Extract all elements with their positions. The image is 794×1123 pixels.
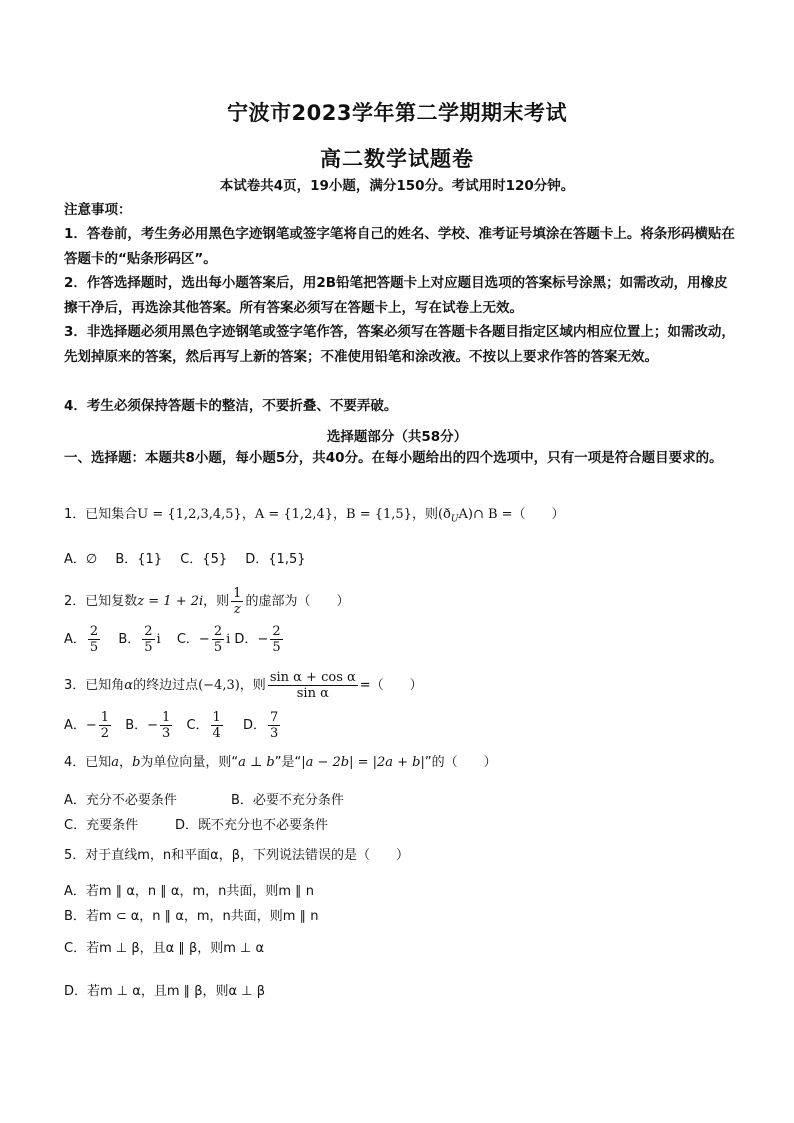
- part1-instructions: 一、选择题：本题共8小题，每小题5分，共40分。在每小题给出的四个选项中，只有一项是符合题目要求的。: [64, 450, 723, 466]
- q3-suffix: =（ ）: [359, 678, 423, 693]
- q1-sep3: ，: [411, 507, 425, 522]
- question-2: [64, 586, 349, 617]
- q1-sub: U: [450, 514, 459, 525]
- q1-sep2: ，: [333, 507, 347, 522]
- q4-options-row2: [64, 814, 328, 833]
- q2-b-num: 2: [144, 624, 153, 639]
- q4-sep: ，: [119, 755, 133, 770]
- q3-c-den: 4: [212, 726, 221, 741]
- q3-b-num: 1: [162, 710, 171, 725]
- q2-option-d-label: D．: [234, 632, 258, 647]
- q2-a-den: 5: [89, 640, 99, 655]
- q2-frac-num: 1: [233, 586, 242, 601]
- notice-item-2: 2．作答选择题时，选出每小题答案后，用2B铅笔把答题卡上对应题目选项的答案标号涂黑；如需改动，用橡皮擦干净后，再选涂其他答案。所有答案必须写在答题卡上，写在试卷上无效。: [64, 275, 728, 316]
- notice-item-1: 1．答卷前，考生务必用黑色字迹钢笔或签字笔将自己的姓名、学校、准考证号填涂在答题卡上。将条形码横贴在答题卡的“贴条形码区”。: [64, 226, 735, 267]
- q4-options-row1: [64, 789, 344, 808]
- q2-option-c-frac: [212, 624, 224, 655]
- q3-option-a-frac: [99, 710, 111, 741]
- q2-option-a-label: A．: [64, 632, 86, 647]
- q2-frac-den: z: [233, 602, 241, 617]
- q2-c-sign: −: [198, 632, 210, 647]
- q1-ask: 则(ð: [424, 507, 451, 522]
- q3-point: (−4,3): [198, 678, 240, 693]
- q3-option-d-label: D．: [242, 718, 266, 733]
- q1-option-c: C．{5}: [180, 552, 228, 567]
- notice-item-4: 4．考生必须保持答题卡的整洁，不要折叠、不要弄破。: [64, 398, 398, 414]
- q3-option-a-label: A．−: [64, 718, 97, 733]
- q2-option-d-frac: [270, 624, 282, 655]
- section-title: 选择题部分（共58分）: [326, 429, 468, 445]
- q1-set-u: U = {1,2,3,4,5}: [137, 507, 242, 522]
- q4-option-a: A．充分不必要条件: [64, 793, 177, 808]
- q1-sep: ，: [241, 507, 255, 522]
- q4-option-b: B．必要不充分条件: [231, 793, 344, 808]
- q2-option-b-frac: [142, 624, 154, 655]
- q4-vector-a: a: [111, 755, 120, 770]
- q3-a-num: 1: [100, 710, 110, 725]
- q3-frac-den: sin α: [296, 686, 329, 701]
- q3-d-num: 7: [269, 710, 279, 725]
- q2-suffix: 的虚部为（ ）: [245, 594, 350, 609]
- q2-b-i: i: [156, 632, 161, 647]
- notice-heading: 注意事项：: [64, 202, 132, 218]
- q1-set-b: B = {1,5}: [346, 507, 412, 522]
- q1-options: [64, 548, 306, 567]
- q4-perp: a ⊥ b: [238, 755, 275, 770]
- q5-option-d: D．若m ⊥ α，且m ∥ β，则α ⊥ β: [64, 984, 266, 999]
- q3-option-c-label: C．: [186, 718, 209, 733]
- q3-c-num: 1: [212, 710, 221, 725]
- q4-prefix: 4．已知: [64, 755, 112, 770]
- q2-option-c-label: C．: [176, 632, 199, 647]
- q4-condition: |a − 2b| = |2a + b|: [301, 755, 425, 770]
- question-5: 5．对于直线m，n和平面α，β，下列说法错误的是（ ）: [64, 848, 410, 863]
- q3-a-den: 2: [100, 726, 110, 741]
- q3-d-den: 3: [269, 726, 279, 741]
- question-3: [64, 670, 423, 701]
- q2-mid: ，则: [203, 594, 230, 609]
- question-4: [64, 753, 497, 773]
- q3-mid: 的终边过点: [133, 678, 199, 693]
- q3-option-c-frac: [211, 710, 223, 741]
- q3-prefix: 3．已知角: [64, 678, 125, 693]
- q3-options: [64, 710, 282, 741]
- q2-d-num: 2: [272, 624, 281, 639]
- q2-a-num: 2: [89, 624, 99, 639]
- q3-alpha: α: [124, 678, 134, 693]
- q5-option-b: B．若m ⊂ α，n ∥ α，m，n共面，则m ∥ n: [64, 909, 319, 924]
- q4-option-c: C．充要条件: [64, 818, 139, 833]
- q4-mid2: ”是“: [274, 755, 302, 770]
- notice-item-3: 3．非选择题必须用黑色字迹钢笔或签字笔作答，答案必须写在答题卡各题目指定区域内相应位置上；如需改动，先划掉原来的答案，然后再写上新的答案；不准使用铅笔和涂改液。不按以上要求作答的答案无效。: [64, 324, 735, 365]
- q4-suffix: ”的（ ）: [424, 755, 497, 770]
- q1-option-a: A．∅: [64, 552, 98, 567]
- q2-c-den: 5: [213, 640, 223, 655]
- q1-set-a: A = {1,2,4}: [254, 507, 334, 522]
- q3-mid2: ，则: [239, 678, 266, 693]
- q4-mid: 为单位向量，则“: [140, 755, 239, 770]
- q2-d-den: 5: [272, 640, 281, 655]
- q2-c-i: i: [226, 632, 231, 647]
- q1-prefix: 1．已知集合: [64, 507, 138, 522]
- exam-subtitle: 高二数学试题卷: [320, 147, 474, 171]
- q2-option-a-frac: [88, 624, 100, 655]
- q5-option-a: A．若m ∥ α，n ∥ α，m，n共面，则m ∥ n: [64, 884, 315, 899]
- exam-title: 宁波市2023学年第二学期期末考试: [227, 101, 567, 125]
- q2-options: [64, 624, 285, 655]
- q2-option-b-label: B．: [118, 632, 141, 647]
- q3-option-b-label: B．−: [125, 718, 159, 733]
- q5-option-c: C．若m ⊥ β，且α ∥ β，则m ⊥ α: [64, 941, 265, 956]
- q4-vector-b: b: [132, 755, 141, 770]
- q2-d-sign: −: [257, 632, 269, 647]
- q2-complex: z = 1 + 2i: [137, 594, 204, 609]
- q1-option-b: B．{1}: [115, 552, 163, 567]
- q4-option-d: D．既不充分也不必要条件: [175, 818, 329, 833]
- q3-option-d-frac: [268, 710, 280, 741]
- q3-frac-num: sin α + cos α: [269, 670, 356, 685]
- question-1: [64, 505, 565, 530]
- q3-b-den: 3: [162, 726, 171, 741]
- q2-prefix: 2．已知复数: [64, 594, 138, 609]
- q1-option-d: D．{1,5}: [245, 552, 306, 567]
- q2-b-den: 5: [144, 640, 153, 655]
- q3-option-b-frac: [160, 710, 172, 741]
- q3-fraction: [268, 670, 358, 701]
- q2-c-num: 2: [213, 624, 223, 639]
- exam-info: 本试卷共4页，19小题，满分150分。考试用时120分钟。: [219, 178, 575, 194]
- q2-fraction: [231, 586, 243, 617]
- q1-ask2: A)∩ B =（ ）: [458, 507, 565, 522]
